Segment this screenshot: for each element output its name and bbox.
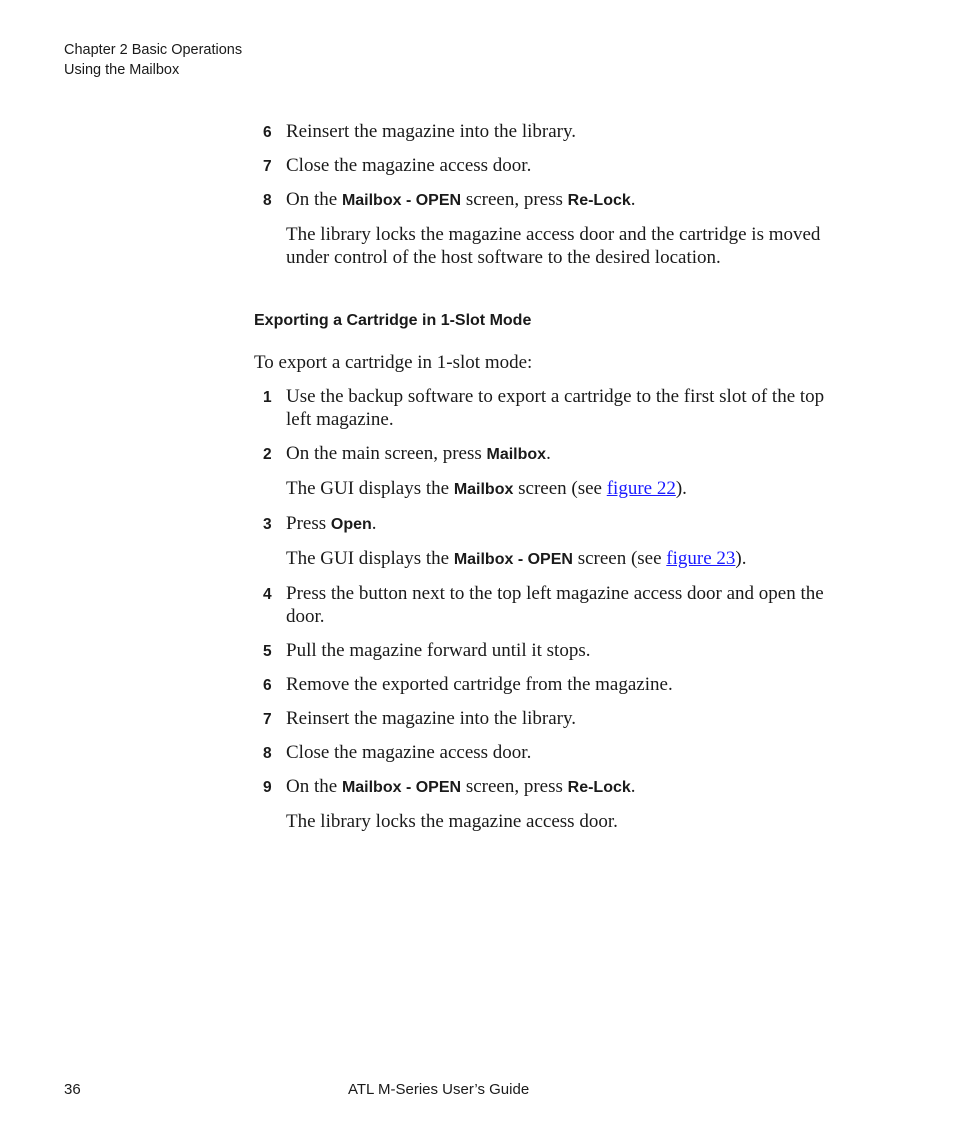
ui-term: Open	[330, 516, 372, 533]
figure-23-link[interactable]: figure 23	[666, 548, 736, 569]
step-item	[254, 120, 834, 143]
ui-term: Mailbox - OPEN	[341, 779, 462, 796]
step-text: On the	[286, 189, 342, 210]
step-number: 2	[263, 446, 272, 463]
main-content	[254, 120, 834, 844]
note-text: screen (see	[572, 548, 667, 569]
note-text: screen (see	[513, 478, 607, 499]
step-text: Close the magazine access door.	[286, 742, 532, 763]
step-number: 5	[263, 643, 272, 660]
chapter-title: Chapter 2 Basic Operations	[64, 42, 243, 58]
page-number: 36	[64, 1081, 81, 1098]
note-text: The GUI displays the	[286, 478, 454, 499]
note-text: ).	[675, 478, 687, 499]
step-note: The library locks the magazine access door.	[286, 811, 618, 832]
footer-title: ATL M-Series User’s Guide	[348, 1081, 530, 1098]
step-number: 3	[263, 516, 272, 533]
step-text: screen, press	[461, 776, 568, 797]
step-text: Use the backup software to export a cartridge to the first slot of the top left magazine.	[286, 386, 825, 430]
step-number: 4	[263, 586, 272, 603]
step-number: 8	[263, 192, 272, 209]
step-text: Pull the magazine forward until it stops.	[286, 640, 591, 661]
step-text: Press the button next to the top left magazine access door and open the door.	[286, 583, 824, 627]
step-note	[254, 547, 834, 571]
ui-term: Mailbox - OPEN	[341, 192, 462, 209]
running-header	[64, 41, 242, 80]
step-number: 7	[263, 158, 272, 175]
step-number: 6	[263, 124, 272, 141]
step-number: 7	[263, 711, 272, 728]
figure-22-link[interactable]: figure 22	[606, 478, 676, 499]
step-item	[254, 512, 834, 536]
step-text: screen, press	[461, 189, 568, 210]
step-note: The library locks the magazine access door and the cartridge is moved under control of the host software to the desired location.	[286, 224, 821, 268]
section-title: Using the Mailbox	[64, 61, 180, 78]
step-text: .	[371, 513, 377, 534]
ui-term: Mailbox	[453, 481, 514, 498]
step-text: On the	[286, 776, 342, 797]
step-text: .	[630, 189, 636, 210]
step-number: 6	[263, 677, 272, 694]
step-text: Reinsert the magazine into the library.	[286, 708, 577, 729]
step-item	[254, 707, 834, 730]
step-item	[254, 154, 834, 177]
step-item	[254, 741, 834, 764]
step-text: On the main screen, press	[286, 443, 487, 464]
ui-term: Re-Lock	[567, 779, 631, 796]
step-number: 9	[263, 779, 272, 796]
step-text: Remove the exported cartridge from the magazine.	[286, 674, 673, 695]
step-number: 8	[263, 745, 272, 762]
step-note	[254, 477, 834, 501]
step-text: .	[546, 443, 551, 464]
step-text: .	[630, 776, 636, 797]
step-item	[254, 188, 834, 212]
step-text: Close the magazine access door.	[286, 155, 532, 176]
step-number: 1	[263, 389, 272, 406]
step-item	[254, 775, 834, 799]
section-heading: Exporting a Cartridge in 1-Slot Mode	[254, 312, 532, 329]
step-text: Press	[286, 513, 331, 534]
intro-paragraph: To export a cartridge in 1-slot mode:	[254, 352, 533, 373]
ui-term: Mailbox	[486, 446, 547, 463]
step-item	[254, 639, 834, 662]
step-text: Reinsert the magazine into the library.	[286, 121, 577, 142]
ui-term: Re-Lock	[567, 192, 631, 209]
step-item	[254, 385, 834, 431]
step-item	[254, 442, 834, 466]
note-text: ).	[735, 548, 747, 569]
note-text: The GUI displays the	[286, 548, 454, 569]
step-item	[254, 582, 834, 628]
ui-term: Mailbox - OPEN	[453, 551, 573, 568]
step-item	[254, 673, 834, 696]
